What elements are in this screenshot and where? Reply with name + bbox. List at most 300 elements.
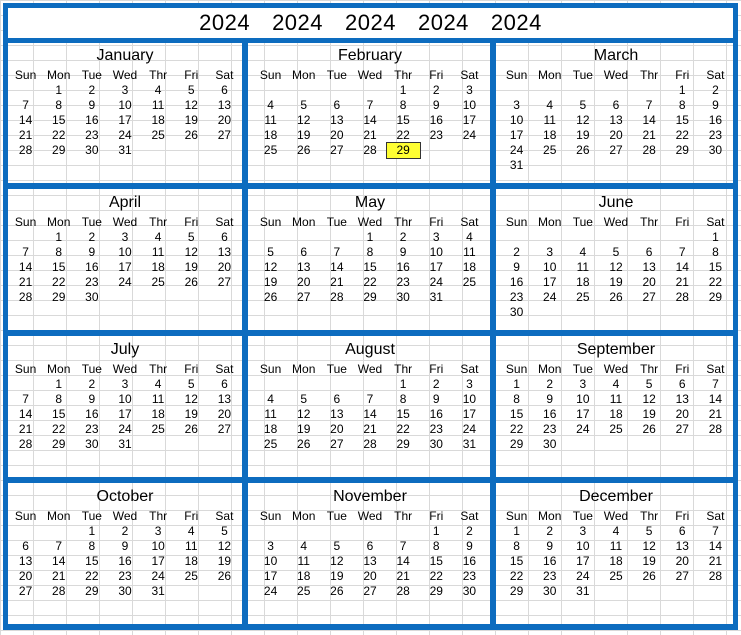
day-cell: 20	[297, 275, 311, 289]
weekday-header: Fri	[184, 509, 199, 523]
day-cell: 2	[121, 524, 129, 538]
day-cell: 13	[675, 539, 689, 553]
day-cell: 20	[675, 554, 689, 568]
day-cell: 2	[546, 377, 554, 391]
day-cell: 13	[18, 554, 33, 568]
day-cell: 30	[429, 437, 443, 451]
day-cell: 6	[22, 539, 29, 553]
day-cell: 7	[645, 98, 653, 112]
weekday-header: Mon	[47, 215, 71, 229]
day-cell: 15	[52, 113, 66, 127]
day-cell: 8	[432, 539, 440, 553]
weekday-header: Thr	[149, 362, 168, 376]
day-cell: 12	[184, 392, 198, 406]
day-cell: 17	[118, 113, 132, 127]
day-cell: 4	[187, 524, 195, 538]
weekday-header: Mon	[292, 362, 316, 376]
day-cell: 26	[184, 422, 198, 436]
day-cell: 24	[509, 143, 524, 157]
empty-cell	[500, 83, 533, 98]
weekday-header: Wed	[357, 362, 383, 376]
empty-cell	[320, 524, 353, 539]
day-cell: 1	[513, 377, 520, 391]
weekday-header: Fri	[675, 362, 690, 376]
day-cell: 18	[184, 554, 198, 568]
weekday-header: Sun	[259, 362, 282, 376]
month-december	[500, 486, 732, 622]
day-cell: 16	[462, 554, 477, 568]
day-cell: 3	[579, 524, 587, 538]
weekday-header: Wed	[603, 215, 629, 229]
weekday-header: Mon	[292, 68, 316, 82]
day-cell: 31	[509, 158, 524, 172]
day-cell: 5	[187, 377, 195, 391]
weekday-header: Thr	[640, 68, 659, 82]
month-may	[254, 192, 486, 328]
day-cell: 11	[151, 98, 165, 112]
day-cell: 4	[466, 230, 473, 244]
day-cell: 2	[466, 524, 473, 538]
day-cell: 7	[333, 245, 341, 259]
weekday-header: Fri	[184, 362, 199, 376]
day-cell: 12	[609, 260, 623, 274]
day-cell: 4	[546, 98, 554, 112]
day-cell: 18	[151, 113, 165, 127]
day-cell: 22	[429, 569, 443, 583]
day-cell: 21	[363, 128, 377, 142]
day-cell: 16	[85, 407, 99, 421]
frame-bottom	[3, 624, 738, 630]
empty-cell	[599, 83, 632, 98]
day-cell: 5	[187, 230, 195, 244]
day-cell: 4	[267, 98, 274, 112]
day-cell: 6	[678, 524, 686, 538]
weekday-header: Tue	[326, 215, 347, 229]
day-cell: 12	[642, 392, 656, 406]
day-cell: 6	[333, 392, 341, 406]
day-cell: 17	[118, 407, 132, 421]
weekday-header: Wed	[603, 68, 629, 82]
day-cell: 21	[18, 422, 33, 436]
day-cell: 20	[642, 275, 656, 289]
day-cell: 2	[399, 230, 407, 244]
weekday-header: Mon	[538, 362, 562, 376]
empty-cell	[42, 524, 75, 539]
day-cell: 30	[85, 290, 99, 304]
weekday-header: Sun	[505, 362, 528, 376]
day-cell: 20	[363, 569, 377, 583]
weekday-header: Sat	[706, 509, 725, 523]
weekday-header: Fri	[675, 215, 690, 229]
month-grid	[500, 215, 732, 320]
day-cell: 26	[217, 569, 232, 583]
day-cell: 17	[576, 554, 590, 568]
day-cell: 23	[429, 128, 443, 142]
month-grid	[254, 215, 486, 305]
day-cell: 1	[55, 83, 63, 97]
highlighted-day-cell: 29	[387, 143, 420, 158]
day-cell: 22	[85, 569, 99, 583]
frame-title-bottom	[3, 38, 738, 43]
day-cell: 8	[55, 98, 63, 112]
day-cell: 17	[118, 260, 132, 274]
day-cell: 24	[118, 422, 132, 436]
day-cell: 9	[432, 392, 440, 406]
weekday-header: Sun	[505, 215, 528, 229]
frame-row1-bottom	[3, 183, 738, 189]
day-cell: 4	[612, 377, 620, 391]
day-cell: 20	[217, 407, 232, 421]
day-cell: 18	[609, 407, 623, 421]
day-cell: 20	[18, 569, 33, 583]
day-cell: 7	[22, 98, 29, 112]
day-cell: 25	[151, 275, 165, 289]
day-cell: 14	[708, 392, 723, 406]
weekday-header: Fri	[184, 68, 199, 82]
day-cell: 3	[121, 230, 129, 244]
day-cell: 5	[645, 377, 653, 391]
day-cell: 4	[154, 377, 162, 391]
day-cell: 30	[509, 305, 524, 319]
day-cell: 21	[708, 407, 723, 421]
weekday-header: Thr	[149, 215, 168, 229]
day-cell: 13	[217, 245, 232, 259]
day-cell: 4	[267, 392, 274, 406]
day-cell: 27	[217, 128, 232, 142]
day-cell: 15	[396, 407, 410, 421]
day-cell: 26	[184, 275, 198, 289]
day-cell: 3	[546, 245, 554, 259]
empty-cell	[533, 230, 566, 245]
frame-right	[733, 3, 738, 630]
weekday-header: Fri	[429, 68, 444, 82]
day-cell: 25	[609, 569, 623, 583]
month-grid	[254, 68, 486, 158]
day-cell: 30	[85, 437, 99, 451]
weekday-header: Fri	[429, 215, 444, 229]
day-cell: 28	[18, 290, 33, 304]
month-name: February	[337, 47, 403, 64]
weekday-header: Tue	[81, 509, 102, 523]
day-cell: 3	[121, 377, 129, 391]
day-cell: 1	[712, 230, 719, 244]
day-cell: 29	[85, 584, 99, 598]
day-cell: 27	[217, 422, 232, 436]
day-cell: 18	[543, 128, 557, 142]
day-cell: 15	[429, 554, 443, 568]
day-cell: 19	[184, 407, 198, 421]
day-cell: 10	[462, 98, 477, 112]
empty-cell	[254, 230, 287, 245]
day-cell: 16	[429, 113, 443, 127]
day-cell: 24	[462, 422, 477, 436]
day-cell: 4	[579, 245, 587, 259]
day-cell: 29	[396, 437, 410, 451]
day-cell: 14	[642, 113, 656, 127]
day-cell: 9	[88, 245, 96, 259]
day-cell: 26	[297, 143, 311, 157]
empty-cell	[287, 524, 320, 539]
day-cell: 13	[642, 260, 656, 274]
day-cell: 28	[396, 584, 410, 598]
weekday-header: Sat	[215, 68, 234, 82]
weekday-header: Tue	[326, 362, 347, 376]
year-title-bar	[8, 8, 733, 38]
day-cell: 5	[579, 98, 587, 112]
weekday-header: Tue	[81, 362, 102, 376]
weekday-header: Mon	[538, 215, 562, 229]
day-cell: 23	[462, 569, 477, 583]
day-cell: 22	[52, 275, 66, 289]
empty-cell	[9, 230, 42, 245]
weekday-header: Fri	[675, 68, 690, 82]
day-cell: 19	[263, 275, 278, 289]
day-cell: 17	[576, 407, 590, 421]
day-cell: 8	[678, 98, 686, 112]
weekday-header: Sat	[706, 215, 725, 229]
day-cell: 27	[675, 569, 689, 583]
day-cell: 21	[18, 275, 33, 289]
day-cell: 1	[366, 230, 374, 244]
weekday-header: Sat	[460, 215, 479, 229]
day-cell: 14	[18, 407, 33, 421]
day-cell: 19	[184, 260, 198, 274]
day-cell: 23	[509, 290, 524, 304]
day-cell: 7	[366, 98, 374, 112]
day-cell: 16	[543, 554, 557, 568]
month-grid	[9, 68, 241, 158]
day-cell: 27	[363, 584, 377, 598]
weekday-header: Wed	[112, 362, 138, 376]
day-cell: 18	[462, 260, 477, 274]
empty-cell	[254, 377, 287, 392]
weekday-header: Fri	[675, 509, 690, 523]
day-cell: 3	[267, 539, 274, 553]
day-cell: 1	[432, 524, 440, 538]
empty-cell	[666, 230, 699, 245]
empty-cell	[599, 230, 632, 245]
empty-cell	[287, 377, 320, 392]
day-cell: 31	[576, 584, 590, 598]
empty-cell	[566, 230, 599, 245]
month-grid	[254, 509, 486, 599]
day-cell: 21	[708, 554, 723, 568]
day-cell: 8	[55, 245, 63, 259]
day-cell: 23	[85, 128, 99, 142]
day-cell: 25	[609, 422, 623, 436]
day-cell: 23	[118, 569, 132, 583]
day-cell: 26	[184, 128, 198, 142]
weekday-header: Sun	[14, 68, 37, 82]
day-cell: 22	[396, 128, 410, 142]
day-cell: 14	[18, 113, 33, 127]
year-title: 2024	[272, 10, 324, 35]
day-cell: 16	[509, 275, 524, 289]
day-cell: 8	[88, 539, 96, 553]
day-cell: 24	[576, 422, 590, 436]
day-cell: 1	[513, 524, 520, 538]
weekday-header: Wed	[357, 68, 383, 82]
month-august	[254, 339, 486, 475]
day-cell: 27	[642, 290, 656, 304]
day-cell: 22	[52, 128, 66, 142]
day-cell: 24	[118, 275, 132, 289]
day-cell: 20	[217, 260, 232, 274]
day-cell: 27	[330, 143, 344, 157]
weekday-header: Wed	[603, 362, 629, 376]
day-cell: 17	[263, 569, 278, 583]
day-cell: 21	[363, 422, 377, 436]
day-cell: 27	[18, 584, 33, 598]
day-cell: 2	[88, 83, 96, 97]
day-cell: 9	[88, 392, 96, 406]
day-cell: 2	[712, 83, 719, 97]
month-february	[254, 45, 486, 181]
empty-cell	[353, 524, 386, 539]
empty-cell	[254, 83, 287, 98]
weekday-header: Sun	[259, 509, 282, 523]
day-cell: 28	[18, 437, 33, 451]
day-cell: 27	[675, 422, 689, 436]
day-cell: 14	[396, 554, 410, 568]
day-cell: 11	[151, 392, 165, 406]
day-cell: 12	[184, 98, 198, 112]
day-cell: 13	[330, 407, 344, 421]
day-cell: 30	[396, 290, 410, 304]
frame-col2-right	[490, 38, 496, 630]
day-cell: 17	[429, 260, 443, 274]
day-cell: 11	[609, 392, 623, 406]
day-cell: 28	[675, 290, 689, 304]
day-cell: 29	[52, 143, 66, 157]
year-title: 2024	[199, 10, 251, 35]
weekday-header: Tue	[572, 215, 593, 229]
day-cell: 3	[466, 83, 473, 97]
day-cell: 31	[462, 437, 477, 451]
day-cell: 28	[708, 422, 723, 436]
day-cell: 11	[264, 407, 277, 421]
month-grid	[254, 362, 486, 452]
day-cell: 19	[330, 569, 344, 583]
day-cell: 30	[118, 584, 132, 598]
day-cell: 5	[300, 98, 308, 112]
weekday-header: Sat	[215, 215, 234, 229]
month-january	[9, 45, 241, 181]
day-cell: 10	[509, 113, 524, 127]
day-cell: 31	[429, 290, 443, 304]
day-cell: 12	[642, 539, 656, 553]
empty-cell	[9, 83, 42, 98]
weekday-header: Sat	[215, 509, 234, 523]
day-cell: 20	[330, 128, 344, 142]
day-cell: 11	[151, 245, 165, 259]
day-cell: 12	[297, 113, 311, 127]
day-cell: 11	[609, 539, 623, 553]
day-cell: 2	[513, 245, 520, 259]
weekday-header: Fri	[184, 215, 199, 229]
day-cell: 28	[363, 437, 377, 451]
empty-cell	[320, 230, 353, 245]
day-cell: 29	[363, 290, 377, 304]
day-cell: 21	[330, 275, 344, 289]
day-cell: 4	[154, 230, 162, 244]
day-cell: 15	[509, 554, 524, 568]
day-cell: 15	[509, 407, 524, 421]
weekday-header: Mon	[538, 509, 562, 523]
weekday-header: Tue	[572, 509, 593, 523]
day-cell: 28	[52, 584, 66, 598]
day-cell: 30	[543, 437, 557, 451]
day-cell: 5	[645, 524, 653, 538]
day-cell: 9	[121, 539, 129, 553]
weekday-header: Thr	[394, 362, 413, 376]
empty-cell	[353, 83, 386, 98]
day-cell: 15	[52, 260, 66, 274]
day-cell: 14	[330, 260, 344, 274]
weekday-header: Mon	[292, 509, 316, 523]
day-cell: 21	[642, 128, 656, 142]
empty-cell	[500, 230, 533, 245]
day-cell: 31	[118, 437, 132, 451]
day-cell: 19	[642, 407, 656, 421]
weekday-header: Thr	[149, 68, 168, 82]
empty-cell	[9, 524, 42, 539]
weekday-header: Sat	[215, 362, 234, 376]
day-cell: 19	[642, 554, 656, 568]
day-cell: 15	[85, 554, 99, 568]
month-grid	[500, 68, 732, 173]
day-cell: 1	[399, 377, 407, 391]
day-cell: 6	[221, 377, 228, 391]
day-cell: 22	[708, 275, 723, 289]
day-cell: 4	[300, 539, 308, 553]
day-cell: 18	[576, 275, 590, 289]
day-cell: 18	[263, 128, 278, 142]
day-cell: 15	[675, 113, 689, 127]
day-cell: 25	[263, 437, 278, 451]
weekday-header: Tue	[572, 68, 593, 82]
day-cell: 29	[708, 290, 723, 304]
day-cell: 14	[52, 554, 66, 568]
day-cell: 25	[151, 128, 165, 142]
empty-cell	[287, 230, 320, 245]
month-name: December	[579, 488, 653, 505]
day-cell: 10	[118, 392, 132, 406]
day-cell: 17	[509, 128, 524, 142]
day-cell: 10	[462, 392, 477, 406]
weekday-header: Thr	[394, 509, 413, 523]
day-cell: 12	[576, 113, 590, 127]
weekday-header: Tue	[326, 509, 347, 523]
day-cell: 26	[330, 584, 344, 598]
day-cell: 6	[333, 98, 341, 112]
day-cell: 29	[52, 437, 66, 451]
month-name: January	[96, 47, 154, 64]
day-cell: 12	[330, 554, 344, 568]
weekday-header: Sun	[259, 68, 282, 82]
empty-cell	[254, 524, 287, 539]
weekday-header: Sat	[460, 362, 479, 376]
day-cell: 5	[333, 539, 341, 553]
weekday-header: Sun	[14, 215, 37, 229]
day-cell: 21	[396, 569, 410, 583]
day-cell: 10	[576, 392, 590, 406]
day-cell: 28	[708, 569, 723, 583]
month-june	[500, 192, 732, 328]
day-cell: 27	[297, 290, 311, 304]
day-cell: 2	[432, 83, 440, 97]
day-cell: 4	[154, 83, 162, 97]
